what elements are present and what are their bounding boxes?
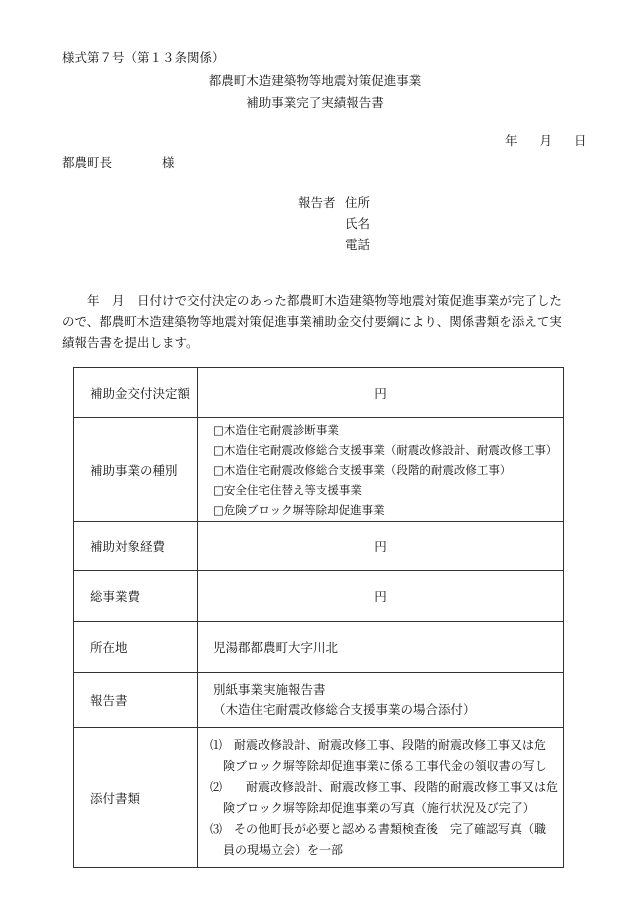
location-label: 所在地 (74, 622, 198, 673)
option-retrofit-design-work: □木造住宅耐震改修総合支援事業（耐震改修設計、耐震改修工事） (213, 442, 558, 457)
project-type-label: 補助事業の種別 (74, 418, 198, 522)
eligible-cost-value: 円 (198, 522, 564, 571)
row-attachments (74, 728, 564, 868)
grant-amount-value: 円 (198, 368, 564, 418)
total-cost-value: 円 (198, 571, 564, 622)
attachment-line: 険ブロック塀等除却促進事業に係る工事代金の領収書の写し (223, 758, 547, 773)
addressee (62, 153, 175, 171)
option-block-wall-removal: □危険ブロック塀等除却促進事業 (213, 502, 385, 517)
report-line2: （木造住宅耐震改修総合支援事業の場合添付） (213, 702, 476, 717)
row-location (74, 622, 564, 673)
row-project-type (74, 418, 564, 522)
addressee-honorific: 様 (162, 155, 175, 170)
document-title-line1: 都農町木造建築物等地震対策促進事業 (208, 73, 422, 88)
eligible-cost-label: 補助対象経費 (74, 522, 198, 571)
report-line1: 別紙事業実施報告書 (213, 682, 326, 697)
report-table (73, 367, 564, 868)
option-seismic-diagnosis: □木造住宅耐震診断事業 (213, 422, 339, 437)
date-month: 月 (539, 133, 553, 148)
total-cost-label: 総事業費 (74, 571, 198, 622)
date-year: 年 (505, 133, 518, 148)
report-value (198, 673, 564, 728)
attachment-line: ⑶ その他町長が必要と認める書類検査後 完了確認写真（職 (210, 821, 547, 836)
addressee-name: 都農町長 (62, 155, 113, 170)
form-number: 様式第７号（第１３条関係） (62, 50, 225, 65)
reporter-name-label: 氏名 (345, 216, 371, 231)
date-line (505, 131, 587, 149)
body-paragraph: 年 月 日付けで交付決定のあった都農町木造建築物等地震対策促進事業が完了したので、都農町木造建築物等地震対策促進事業補助金交付要綱により、関係書類を添えて実績報告書を提出します。 (62, 293, 562, 350)
reporter-tel-label: 電話 (345, 237, 371, 252)
row-total-cost (74, 571, 564, 622)
row-eligible-cost (74, 522, 564, 571)
option-relocation-support: □安全住宅住替え等支援事業 (213, 482, 362, 497)
attachment-line: ⑵ 耐震改修設計、耐震改修工事、段階的耐震改修工事又は危 (210, 779, 559, 794)
reporter-label: 報告者 (298, 195, 336, 210)
row-report (74, 673, 564, 728)
option-staged-retrofit: □木造住宅耐震改修総合支援事業（段階的耐震改修工事） (213, 462, 512, 477)
row-grant-amount (74, 368, 564, 418)
location-value: 児湯郡都農町大字川北 (198, 622, 564, 673)
attachment-line: ⑴ 耐震改修設計、耐震改修工事、段階的耐震改修工事又は危 (210, 737, 547, 752)
grant-amount-label: 補助金交付決定額 (74, 368, 198, 418)
attachment-line: 険ブロック塀等除却促進事業の写真（施行状況及び完了） (223, 800, 535, 815)
attachments-value (198, 728, 564, 868)
attachment-line: 員の現場立会）を一部 (223, 842, 344, 857)
document-title-line2: 補助事業完了実績報告書 (246, 95, 384, 110)
report-label: 報告書 (74, 673, 198, 728)
project-type-options (198, 418, 564, 522)
date-day: 日 (574, 133, 587, 148)
reporter-address-label: 住所 (345, 195, 371, 210)
attachments-label: 添付書類 (74, 728, 198, 868)
